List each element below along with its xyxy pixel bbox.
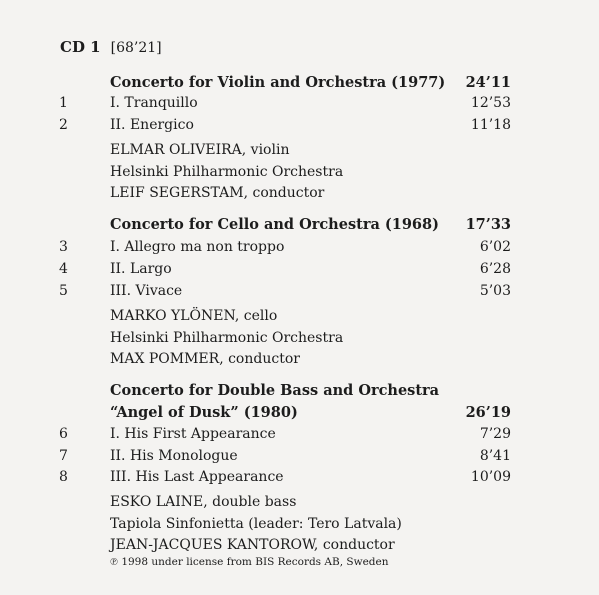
performer-line: ELMAR OLIVEIRA, violin bbox=[110, 142, 290, 158]
track-duration: 5’03 bbox=[479, 283, 511, 299]
performer-line: Tapiola Sinfonietta (leader: Tero Latvala) bbox=[110, 516, 402, 532]
track-number: 6 bbox=[59, 426, 68, 442]
cd-total-time: [68’21] bbox=[110, 40, 162, 56]
performer-line: ESKO LAINE, double bass bbox=[110, 494, 297, 510]
track-title: I. Tranquillo bbox=[110, 95, 198, 111]
track-duration: 12’53 bbox=[470, 95, 511, 111]
track-title: III. Vivace bbox=[110, 283, 183, 299]
track-title: I. His First Appearance bbox=[110, 426, 276, 442]
track-duration: 6’02 bbox=[479, 239, 511, 255]
track-title: II. Energico bbox=[110, 117, 194, 133]
track-title: II. His Monologue bbox=[110, 448, 238, 464]
track-number: 2 bbox=[59, 117, 68, 133]
track-duration: 8’41 bbox=[479, 448, 511, 464]
performer-line: JEAN-JACQUES KANTOROW, conductor bbox=[110, 537, 395, 553]
track-number: 1 bbox=[59, 95, 68, 111]
track-title: II. Largo bbox=[110, 261, 172, 277]
work-title: Concerto for Violin and Orchestra (1977) bbox=[110, 74, 446, 91]
work-title: Concerto for Cello and Orchestra (1968) bbox=[110, 216, 439, 233]
performer-line: Helsinki Philharmonic Orchestra bbox=[110, 330, 344, 346]
cd-label: CD 1 bbox=[60, 38, 101, 56]
track-number: 8 bbox=[59, 469, 68, 485]
work-duration: 24’11 bbox=[465, 74, 511, 91]
work-subtitle: “Angel of Dusk” (1980) bbox=[110, 404, 298, 421]
track-number: 4 bbox=[59, 261, 68, 277]
work-duration: 26’19 bbox=[465, 404, 511, 421]
work-duration: 17’33 bbox=[465, 216, 511, 233]
track-number: 3 bbox=[59, 239, 68, 255]
copyright-notice: ℗ 1998 under license from BIS Records AB, Sweden bbox=[110, 556, 389, 568]
track-number: 5 bbox=[59, 283, 68, 299]
track-title: I. Allegro ma non troppo bbox=[110, 239, 285, 255]
track-number: 7 bbox=[59, 448, 68, 464]
track-title: III. His Last Appearance bbox=[110, 469, 284, 485]
track-duration: 11’18 bbox=[470, 117, 511, 133]
performer-line: LEIF SEGERSTAM, conductor bbox=[110, 185, 325, 201]
cd-header bbox=[60, 38, 162, 56]
performer-line: MARKO YLÖNEN, cello bbox=[110, 308, 278, 324]
track-duration: 6’28 bbox=[479, 261, 511, 277]
work-title: Concerto for Double Bass and Orchestra bbox=[110, 382, 440, 399]
performer-line: Helsinki Philharmonic Orchestra bbox=[110, 164, 344, 180]
track-duration: 10’09 bbox=[470, 469, 511, 485]
performer-line: MAX POMMER, conductor bbox=[110, 351, 300, 367]
track-duration: 7’29 bbox=[479, 426, 511, 442]
